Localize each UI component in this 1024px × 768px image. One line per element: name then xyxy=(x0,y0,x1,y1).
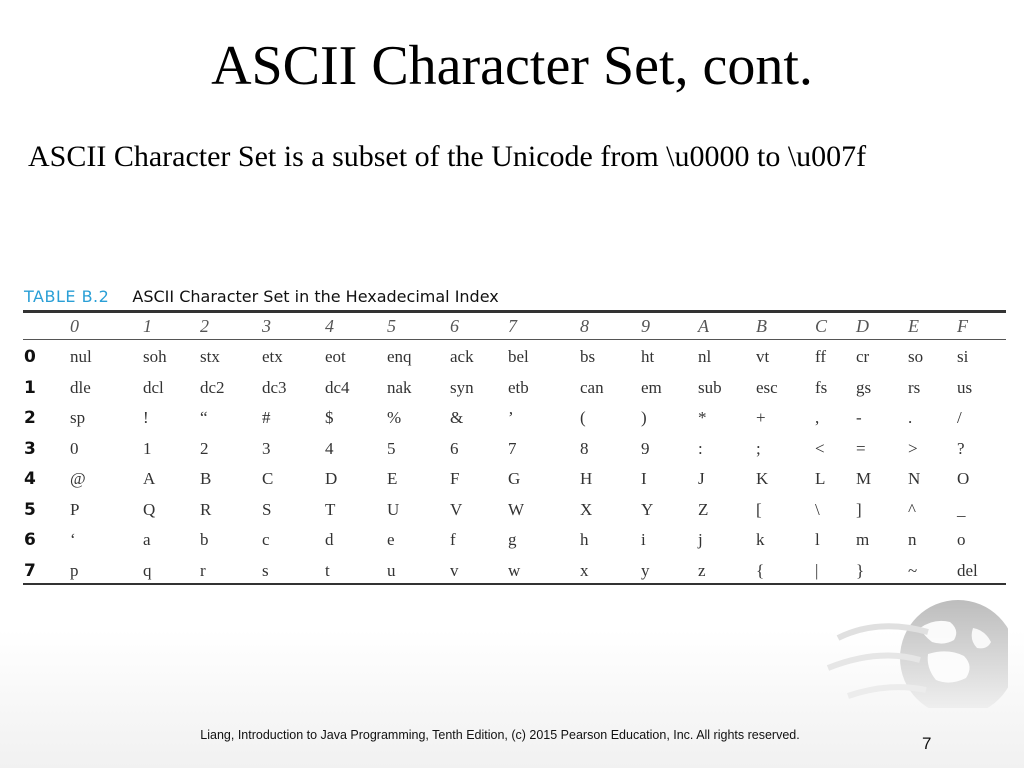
table-cell: e xyxy=(387,530,395,549)
table-cell: E xyxy=(387,469,398,488)
table-cell: fs xyxy=(815,377,828,397)
column-header: 4 xyxy=(325,316,334,336)
table-caption-text: ASCII Character Set in the Hexadecimal Index xyxy=(132,287,499,306)
table-cell: ? xyxy=(957,438,965,458)
column-header: D xyxy=(856,316,869,336)
column-header: B xyxy=(756,316,767,336)
slide-footer: Liang, Introduction to Java Programming, Tenth Edition, (c) 2015 Pearson Education, Inc. All rights reserved. xyxy=(200,728,800,742)
table-cell: C xyxy=(262,469,274,488)
table-cell: 4 xyxy=(325,438,334,458)
table-row xyxy=(0,525,1024,555)
table-row xyxy=(0,403,1024,433)
table-cell: > xyxy=(908,438,918,458)
table-row xyxy=(0,373,1024,403)
table-cell: ‘ xyxy=(70,530,76,549)
table-cell: = xyxy=(856,438,866,458)
row-index: 4 xyxy=(24,469,36,489)
column-header: 8 xyxy=(580,316,589,336)
table-row xyxy=(0,556,1024,586)
table-cell: H xyxy=(580,469,593,488)
column-header: 9 xyxy=(641,316,650,336)
table-cell: em xyxy=(641,377,662,397)
table-cell: can xyxy=(580,377,604,397)
table-label: TABLE B.2 xyxy=(24,287,110,306)
table-cell: 9 xyxy=(641,438,650,458)
table-cell: soh xyxy=(143,347,167,366)
table-cell: y xyxy=(641,560,650,580)
table-cell: r xyxy=(200,560,206,580)
table-row xyxy=(0,342,1024,372)
table-cell: dcl xyxy=(143,377,164,397)
table-cell: p xyxy=(70,560,79,580)
column-header: 5 xyxy=(387,316,396,336)
table-cell: ! xyxy=(143,408,149,427)
table-cell: ff xyxy=(815,347,827,366)
table-cell: / xyxy=(957,408,962,427)
table-cell: ’ xyxy=(508,408,514,427)
table-row xyxy=(0,434,1024,464)
table-cell: F xyxy=(450,469,460,488)
column-header: 6 xyxy=(450,316,459,336)
table-cell: vt xyxy=(756,347,770,366)
table-cell: u xyxy=(387,560,396,580)
table-cell: * xyxy=(698,408,707,427)
table-cell: sp xyxy=(70,408,86,427)
table-cell: 3 xyxy=(262,438,271,458)
table-cell: 2 xyxy=(200,438,209,458)
table-cell: M xyxy=(856,469,872,488)
globe-icon xyxy=(808,598,1008,708)
table-row xyxy=(0,464,1024,494)
table-cell: | xyxy=(815,560,819,580)
table-cell: “ xyxy=(200,408,208,427)
table-cell: us xyxy=(957,377,973,397)
table-cell: T xyxy=(325,499,336,519)
column-header: 0 xyxy=(70,316,79,336)
table-cell: t xyxy=(325,560,330,580)
table-cell: D xyxy=(325,469,338,488)
column-header: A xyxy=(698,316,709,336)
table-cell: bs xyxy=(580,347,596,366)
table-cell: G xyxy=(508,469,521,488)
table-cell: J xyxy=(698,469,705,488)
table-cell: x xyxy=(580,560,589,580)
table-cell: . xyxy=(908,408,913,427)
table-cell: dc2 xyxy=(200,377,225,397)
row-index: 0 xyxy=(24,347,36,367)
table-cell: del xyxy=(957,560,978,580)
table-cell: nak xyxy=(387,377,412,397)
table-cell: 0 xyxy=(70,438,79,458)
table-cell: z xyxy=(698,560,706,580)
row-index: 7 xyxy=(24,560,36,581)
row-index: 1 xyxy=(24,377,36,398)
table-cell: n xyxy=(908,530,917,549)
table-cell: X xyxy=(580,499,593,519)
table-cell: + xyxy=(756,408,766,427)
table-cell: rs xyxy=(908,377,921,397)
table-cell: 1 xyxy=(143,438,152,458)
table-header-row xyxy=(0,314,1024,338)
table-cell: o xyxy=(957,530,966,549)
table-cell: \ xyxy=(815,499,820,519)
table-cell: etx xyxy=(262,347,283,366)
table-rule-top xyxy=(23,310,1006,313)
table-cell: sub xyxy=(698,377,722,397)
table-cell: ) xyxy=(641,408,647,427)
table-cell: < xyxy=(815,438,825,458)
table-cell: f xyxy=(450,530,456,549)
table-caption xyxy=(24,286,499,308)
table-cell: U xyxy=(387,499,400,519)
table-cell: ( xyxy=(580,408,586,427)
row-index: 2 xyxy=(24,408,36,428)
table-cell: A xyxy=(143,469,156,488)
table-cell: gs xyxy=(856,377,872,397)
table-cell: nul xyxy=(70,347,92,366)
column-header: C xyxy=(815,316,828,336)
table-cell: a xyxy=(143,530,151,549)
table-cell: dle xyxy=(70,377,91,397)
table-rule-bottom xyxy=(23,583,1006,585)
table-cell: stx xyxy=(200,347,220,366)
table-rule-header xyxy=(23,339,1006,340)
page-number: 7 xyxy=(922,734,932,753)
table-cell: dc3 xyxy=(262,377,287,397)
table-cell: ^ xyxy=(908,499,916,519)
table-cell: m xyxy=(856,530,870,549)
table-cell: [ xyxy=(756,499,762,519)
column-header: 1 xyxy=(143,316,152,336)
table-cell: nl xyxy=(698,347,712,366)
table-cell: q xyxy=(143,560,152,580)
table-cell: syn xyxy=(450,377,474,397)
table-cell: } xyxy=(856,560,865,580)
table-cell: L xyxy=(815,469,826,488)
table-cell: enq xyxy=(387,347,412,366)
table-cell: j xyxy=(698,530,703,549)
table-cell: cr xyxy=(856,347,870,366)
table-cell: h xyxy=(580,530,589,549)
table-cell: # xyxy=(262,408,271,427)
table-cell: K xyxy=(756,469,769,488)
column-header: 3 xyxy=(262,316,271,336)
table-cell: { xyxy=(756,560,765,580)
table-cell: - xyxy=(856,408,862,427)
table-cell: w xyxy=(508,560,521,580)
table-cell: R xyxy=(200,499,212,519)
table-cell: P xyxy=(70,499,80,519)
table-cell: Y xyxy=(641,499,654,519)
column-header: E xyxy=(908,316,919,336)
table-cell: k xyxy=(756,530,765,549)
table-cell: % xyxy=(387,408,402,427)
table-cell: N xyxy=(908,469,921,488)
table-cell: bel xyxy=(508,347,529,366)
table-cell: so xyxy=(908,347,924,366)
table-cell: s xyxy=(262,560,269,580)
table-cell: _ xyxy=(957,499,966,519)
table-cell: ht xyxy=(641,347,655,366)
table-cell: dc4 xyxy=(325,377,350,397)
row-index: 5 xyxy=(24,499,36,520)
table-row xyxy=(0,495,1024,525)
table-cell: 5 xyxy=(387,438,396,458)
table-cell: b xyxy=(200,530,209,549)
table-cell: B xyxy=(200,469,212,488)
table-cell: i xyxy=(641,530,646,549)
table-cell: esc xyxy=(756,377,778,397)
table-cell: eot xyxy=(325,347,346,366)
table-cell: ack xyxy=(450,347,474,366)
table-cell: , xyxy=(815,408,820,427)
table-cell: @ xyxy=(70,469,86,488)
table-cell: O xyxy=(957,469,970,488)
table-cell: g xyxy=(508,530,517,549)
table-cell: etb xyxy=(508,377,529,397)
table-cell: 8 xyxy=(580,438,589,458)
table-cell: $ xyxy=(325,408,334,427)
table-cell: S xyxy=(262,499,272,519)
table-cell: V xyxy=(450,499,463,519)
table-cell: v xyxy=(450,560,459,580)
table-cell: Z xyxy=(698,499,709,519)
row-index: 6 xyxy=(24,530,36,550)
column-header: 7 xyxy=(508,316,517,336)
table-cell: Q xyxy=(143,499,156,519)
table-cell: 6 xyxy=(450,438,459,458)
table-cell: si xyxy=(957,347,969,366)
table-cell: ; xyxy=(756,438,761,458)
row-index: 3 xyxy=(24,438,36,459)
table-cell: & xyxy=(450,408,464,427)
column-header: F xyxy=(957,316,968,336)
slide-subtitle: ASCII Character Set is a subset of the Unicode from \u0000 to \u007f xyxy=(28,140,867,173)
table-cell: ] xyxy=(856,499,862,519)
column-header: 2 xyxy=(200,316,209,336)
table-cell: W xyxy=(508,499,525,519)
table-cell: 7 xyxy=(508,438,517,458)
table-cell: l xyxy=(815,530,820,549)
table-cell: c xyxy=(262,530,270,549)
table-cell: I xyxy=(641,469,647,488)
table-cell: d xyxy=(325,530,334,549)
table-cell: ~ xyxy=(908,560,918,580)
slide-title: ASCII Character Set, cont. xyxy=(211,35,813,97)
table-cell: : xyxy=(698,438,703,458)
